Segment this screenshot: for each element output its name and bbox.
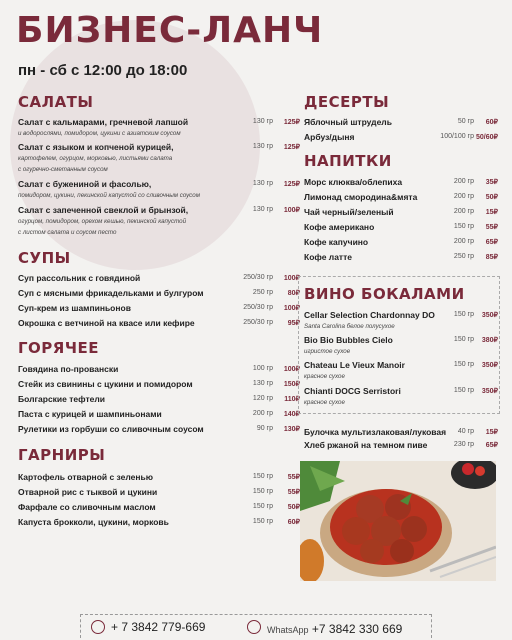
side-item <box>18 517 303 531</box>
item-name: Кофе латте <box>304 252 352 262</box>
soups-title: СУПЫ <box>18 249 71 267</box>
item-name: Салат с кальмарами, гречневой лапшой <box>18 117 189 127</box>
item-name: Чай черный/зеленый <box>304 207 394 217</box>
item-name: Хлеб ржаной на темном пиве <box>304 440 428 450</box>
item-name: Суп-крем из шампиньонов <box>18 303 131 313</box>
salad-item <box>18 179 303 193</box>
contact-footer <box>80 614 432 638</box>
item-price: 15₽ <box>485 429 498 436</box>
item-name: Окрошка с ветчиной на квасе или кефире <box>18 318 195 328</box>
hot-dishes-title: ГОРЯЧЕЕ <box>18 339 99 357</box>
meatballs-photo <box>300 461 496 581</box>
item-weight: 40 гр <box>457 428 474 435</box>
drink-item <box>304 237 500 251</box>
page-title: БИЗНЕС-ЛАНЧ <box>16 10 324 51</box>
wine-item <box>304 386 496 400</box>
item-name: Chianti DOCG Serristori <box>304 386 401 396</box>
salad-item <box>18 117 303 131</box>
item-price: 85₽ <box>485 254 498 261</box>
item-name: Отварной рис с тыквой и цукини <box>18 487 158 497</box>
item-weight: 120 гр <box>252 395 273 402</box>
item-name: Салат с бужениной и фасолью, <box>18 179 152 189</box>
item-weight: 100 гр <box>252 365 273 372</box>
wine-description: красное сухое <box>304 399 345 406</box>
item-weight: 200 гр <box>252 410 273 417</box>
item-name: Фарфале со сливочным маслом <box>18 502 156 512</box>
wine-description: игристое сухое <box>304 348 351 355</box>
item-weight: 50 гр <box>457 118 474 125</box>
whatsapp-icon <box>247 620 261 634</box>
item-price: 100₽ <box>283 275 300 282</box>
item-weight: 200 гр <box>453 208 474 215</box>
item-name: Cellar Selection Chardonnay DO <box>304 310 435 320</box>
item-name: Стейк из свинины с цукини и помидором <box>18 379 193 389</box>
item-price: 95₽ <box>287 320 300 327</box>
item-price: 100₽ <box>283 207 300 214</box>
hot-dish-item <box>18 364 303 378</box>
item-description: с листом салата и соусом песто <box>18 229 117 236</box>
item-price: 100₽ <box>283 366 300 373</box>
item-price: 55₽ <box>287 474 300 481</box>
item-weight: 250 гр <box>453 253 474 260</box>
drink-item <box>304 192 500 206</box>
item-name: Bio Bio Bubbles Cielo <box>304 335 393 345</box>
whatsapp-label: WhatsApp <box>267 625 309 635</box>
item-weight: 250/30 гр <box>243 304 273 311</box>
item-weight: 200 гр <box>453 178 474 185</box>
item-price: 80₽ <box>287 290 300 297</box>
hot-dish-item <box>18 409 303 423</box>
side-item <box>18 472 303 486</box>
item-weight: 150 гр <box>453 223 474 230</box>
phone-icon <box>91 620 105 634</box>
item-name: Булочка мультизлаковая/луковая <box>304 427 447 437</box>
item-price: 50₽ <box>287 504 300 511</box>
soup-item <box>18 288 303 302</box>
item-name: Капуста брокколи, цукини, морковь <box>18 517 169 527</box>
wine-title: ВИНО БОКАЛАМИ <box>304 285 465 303</box>
item-weight: 150 гр <box>252 518 273 525</box>
soup-item <box>18 318 303 332</box>
item-name: Салат с запеченной свеклой и брынзой, <box>18 205 189 215</box>
item-price: 55₽ <box>485 224 498 231</box>
item-price: 60₽ <box>485 119 498 126</box>
item-price: 100₽ <box>283 305 300 312</box>
item-weight: 150 гр <box>252 503 273 510</box>
item-weight: 150 гр <box>453 361 474 368</box>
side-item <box>18 487 303 501</box>
item-description: помидором, цукини, пекинской капустой со сливочным соусом <box>18 192 200 199</box>
item-weight: 150 гр <box>453 387 474 394</box>
item-name: Кофе американо <box>304 222 375 232</box>
item-description: и водорослями, помидором, цукини с азиатским соусом <box>18 130 181 137</box>
item-name: Арбуз/дыня <box>304 132 355 142</box>
sides-title: ГАРНИРЫ <box>18 446 106 464</box>
item-name: Суп с мясными фрикадельками и булгуром <box>18 288 204 298</box>
item-name: Салат с языком и копченой курицей, <box>18 142 174 152</box>
item-description: огурцом, помидором, орехом кешью, пекинской капустой <box>18 218 187 225</box>
meatballs-illustration <box>300 461 496 581</box>
item-weight: 130 гр <box>252 380 273 387</box>
item-weight: 150 гр <box>252 473 273 480</box>
bread-item <box>304 427 500 441</box>
item-name: Суп рассольник с говядиной <box>18 273 141 283</box>
item-price: 65₽ <box>485 442 498 449</box>
item-price: 55₽ <box>287 489 300 496</box>
item-weight: 150 гр <box>453 311 474 318</box>
item-weight: 230 гр <box>453 441 474 448</box>
item-name: Лимонад смородина&мята <box>304 192 418 202</box>
salad-item <box>18 142 303 156</box>
item-price: 140₽ <box>283 411 300 418</box>
drink-item <box>304 177 500 191</box>
drink-item <box>304 207 500 221</box>
item-weight: 100/100 гр <box>440 133 474 140</box>
item-name: Chateau Le Vieux Manoir <box>304 360 405 370</box>
item-description: с огуречно-сметанным соусом <box>18 166 108 173</box>
whatsapp-contact <box>267 622 402 636</box>
item-price: 65₽ <box>485 239 498 246</box>
item-description: картофелем, огурцом, морковью, листьями салата <box>18 155 173 162</box>
item-name: Болгарские тефтели <box>18 394 105 404</box>
item-price: 125₽ <box>283 181 300 188</box>
salad-item <box>18 205 303 219</box>
item-weight: 250 гр <box>252 289 273 296</box>
item-price: 35₽ <box>485 179 498 186</box>
drinks-title: НАПИТКИ <box>304 152 392 170</box>
item-price: 60₽ <box>287 519 300 526</box>
item-weight: 130 гр <box>252 143 273 150</box>
side-item <box>18 502 303 516</box>
item-weight: 130 гр <box>252 118 273 125</box>
soup-item <box>18 273 303 287</box>
opening-hours: пн - сб с 12:00 до 18:00 <box>18 62 188 79</box>
item-price: 50₽ <box>485 194 498 201</box>
item-price: 380₽ <box>481 337 498 344</box>
item-name: Картофель отварной с зеленью <box>18 472 154 482</box>
item-weight: 150 гр <box>453 336 474 343</box>
item-weight: 200 гр <box>453 193 474 200</box>
salads-title: САЛАТЫ <box>18 93 94 111</box>
wine-item <box>304 360 496 374</box>
item-weight: 250/30 гр <box>243 319 273 326</box>
wine-description: красное сухое <box>304 373 345 380</box>
item-weight: 130 гр <box>252 206 273 213</box>
desserts-title: ДЕСЕРТЫ <box>304 93 390 111</box>
hot-dish-item <box>18 424 303 438</box>
whatsapp-number[interactable]: +7 3842 330 669 <box>311 622 403 636</box>
phone-number[interactable]: + 7 3842 779-669 <box>111 620 206 634</box>
item-name: Паста с курицей и шампиньонами <box>18 409 162 419</box>
item-weight: 250/30 гр <box>243 274 273 281</box>
item-price: 125₽ <box>283 144 300 151</box>
item-name: Яблочный штрудель <box>304 117 392 127</box>
hot-dish-item <box>18 394 303 408</box>
drink-item <box>304 222 500 236</box>
item-price: 350₽ <box>481 312 498 319</box>
item-name: Кофе капучино <box>304 237 369 247</box>
item-weight: 150 гр <box>252 488 273 495</box>
item-price: 130₽ <box>283 426 300 433</box>
item-price: 150₽ <box>283 381 300 388</box>
item-name: Говядина по-провански <box>18 364 119 374</box>
item-weight: 200 гр <box>453 238 474 245</box>
item-price: 350₽ <box>481 388 498 395</box>
item-name: Морс клюква/облепиха <box>304 177 403 187</box>
dessert-item <box>304 117 500 131</box>
dessert-item <box>304 132 500 146</box>
item-weight: 130 гр <box>252 180 273 187</box>
item-price: 15₽ <box>485 209 498 216</box>
bread-item <box>304 440 500 454</box>
item-price: 110₽ <box>284 396 300 403</box>
wine-item <box>304 310 496 324</box>
hot-dish-item <box>18 379 303 393</box>
wine-item <box>304 335 496 349</box>
item-name: Рулетики из горбуши со сливочным соусом <box>18 424 204 434</box>
drink-item <box>304 252 500 266</box>
wine-description: Santa Carolina белое полусухое <box>304 323 395 330</box>
item-price: 125₽ <box>283 119 300 126</box>
item-price: 50/60₽ <box>476 134 498 141</box>
soup-item <box>18 303 303 317</box>
item-price: 350₽ <box>481 362 498 369</box>
item-weight: 90 гр <box>256 425 273 432</box>
